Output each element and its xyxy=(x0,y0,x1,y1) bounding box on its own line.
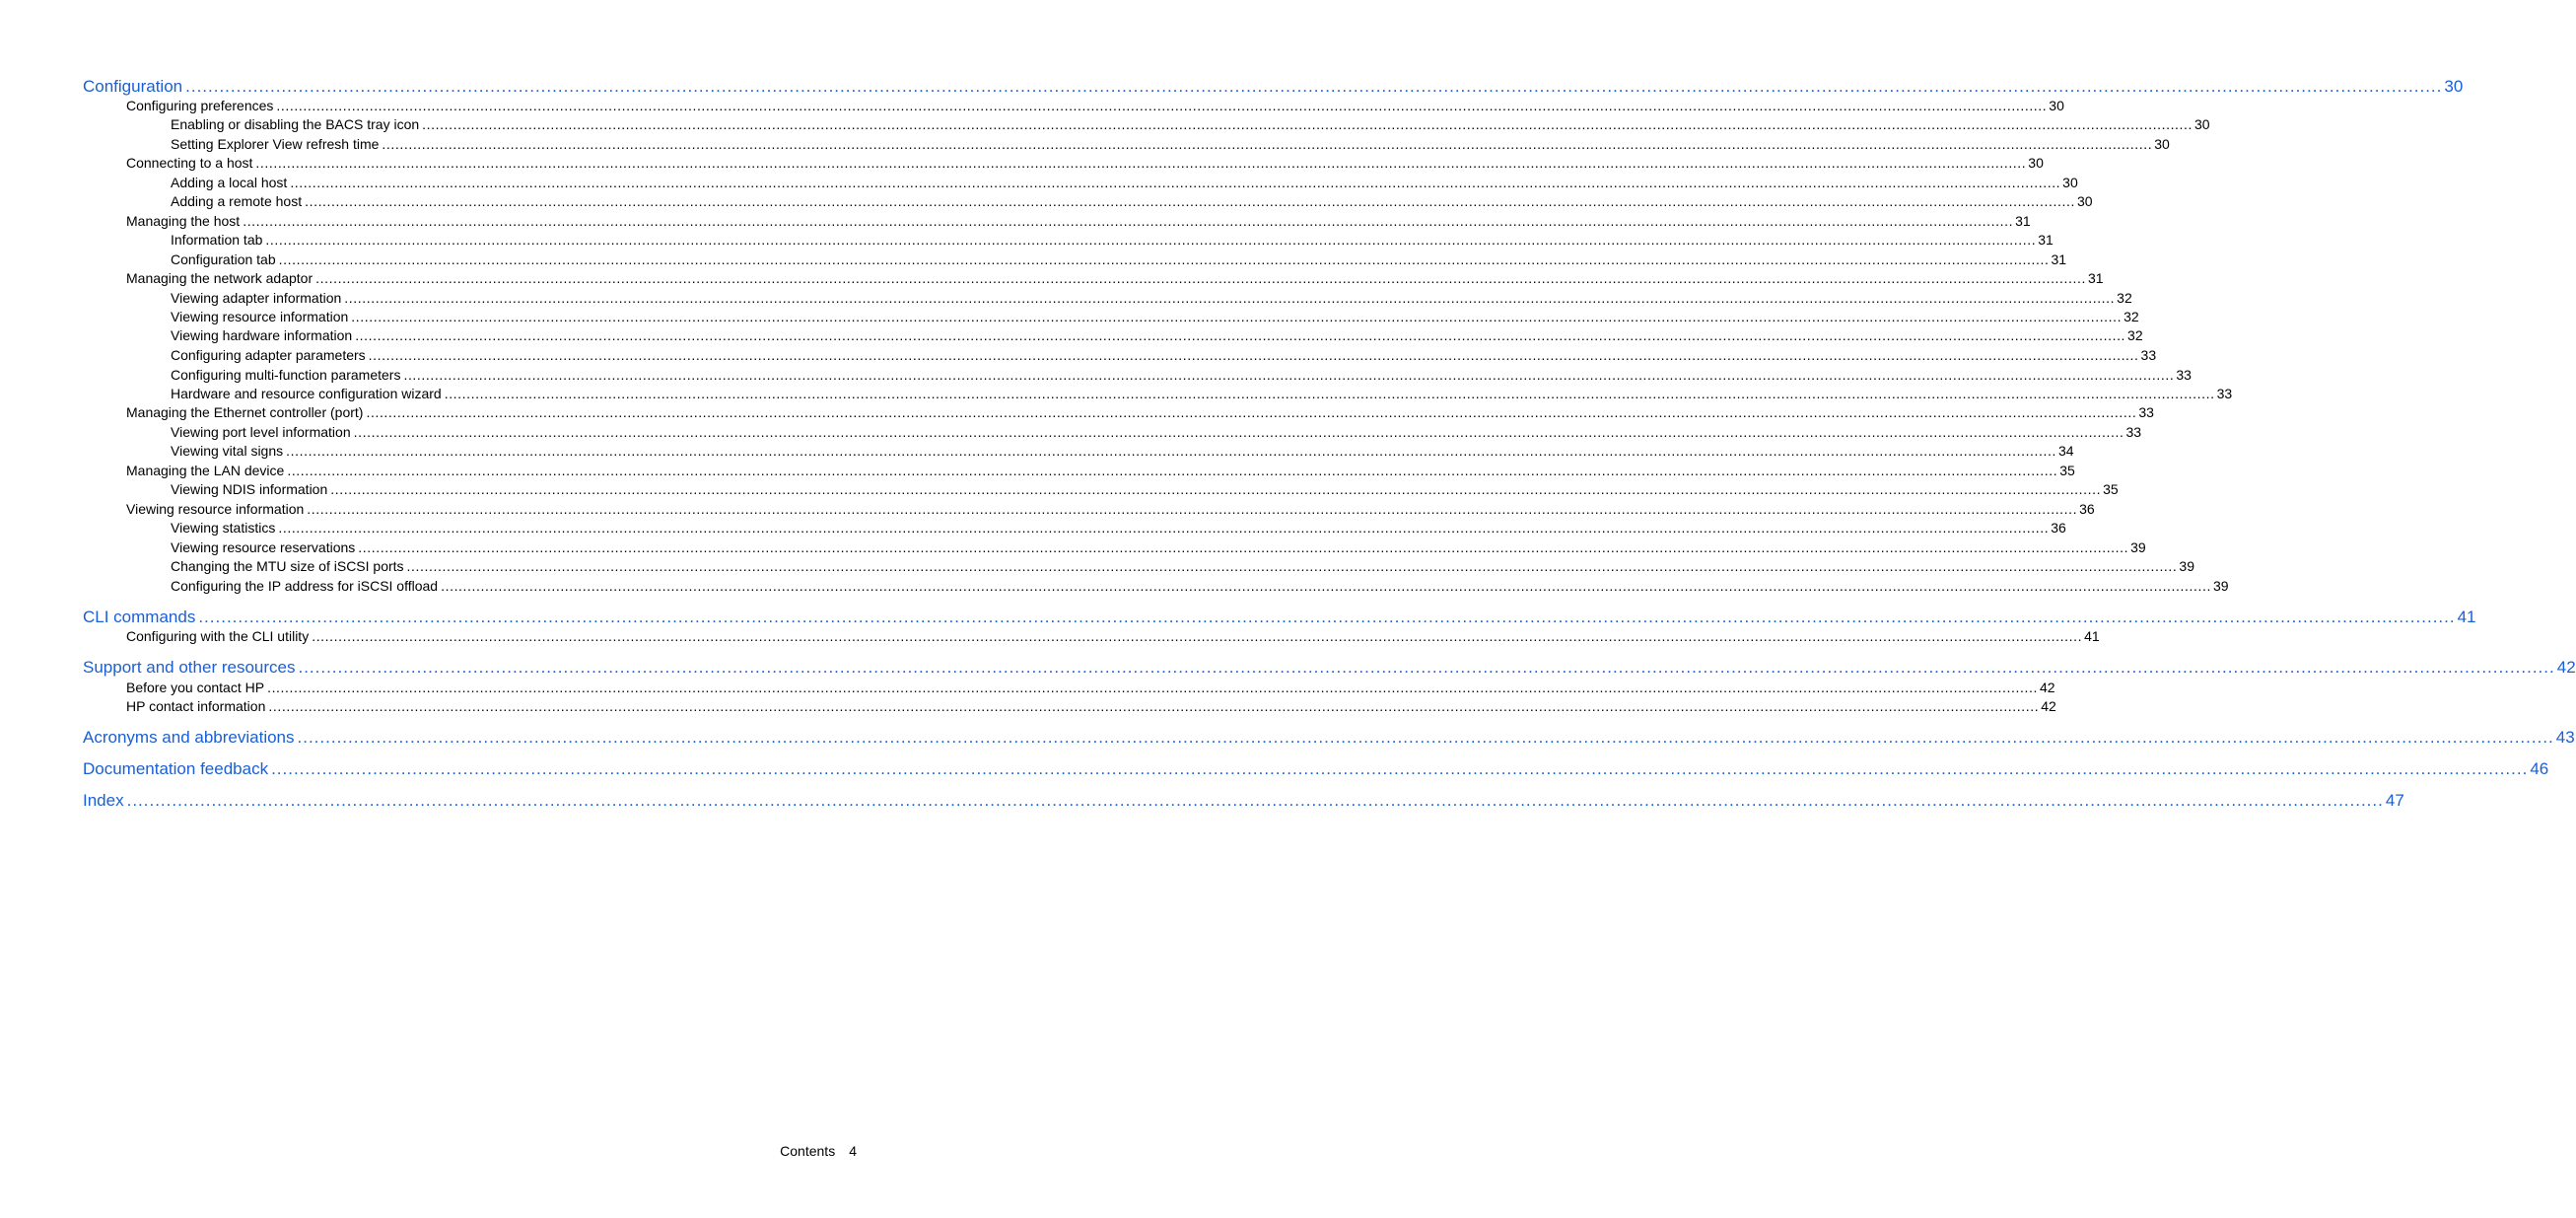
toc-entry-page-number[interactable]: 47 xyxy=(2385,791,2404,810)
toc-entry-title[interactable]: Viewing hardware information xyxy=(171,327,353,343)
toc-entry-title[interactable]: Index xyxy=(83,791,124,810)
toc-entry-page-number[interactable]: 32 xyxy=(2127,327,2143,343)
toc-entry-page-number[interactable]: 30 xyxy=(2194,116,2210,132)
toc-section-entry[interactable] xyxy=(171,251,2067,267)
toc-entry-title[interactable]: Hardware and resource configuration wizard xyxy=(171,386,442,401)
toc-section-entry[interactable] xyxy=(171,367,2192,383)
toc-entry-page-number[interactable]: 33 xyxy=(2140,347,2157,363)
toc-chapter-entry[interactable] xyxy=(83,791,2404,811)
toc-section-entry[interactable] xyxy=(171,309,2139,324)
dot-leader: ................................................................................................................................................................................................................................................................................................................................................................................................................ xyxy=(243,213,2014,229)
dot-leader: ................................................................................................................................................................................................................................................................................................................................................................................................................ xyxy=(355,327,2126,343)
toc-entry-page-number[interactable]: 34 xyxy=(2058,443,2074,459)
toc-section-entry[interactable] xyxy=(171,539,2146,555)
toc-section-entry[interactable] xyxy=(171,232,2054,248)
toc-entry-title[interactable]: Documentation feedback xyxy=(83,759,269,778)
toc-chapter-entry[interactable] xyxy=(83,77,2464,97)
toc-entry-page-number[interactable]: 30 xyxy=(2062,175,2078,190)
toc-section-entry[interactable] xyxy=(126,628,2100,644)
toc-entry-title[interactable]: Information tab xyxy=(171,232,263,248)
toc-chapter-entry[interactable] xyxy=(83,728,2575,748)
toc-section-entry[interactable] xyxy=(171,327,2143,343)
toc-entry-page-number[interactable]: 33 xyxy=(2176,367,2192,383)
toc-entry-page-number[interactable]: 33 xyxy=(2125,424,2142,440)
dot-leader: ................................................................................................................................................................................................................................................................................................................................................................................................................ xyxy=(330,481,2102,497)
toc-entry-title[interactable]: Viewing NDIS information xyxy=(171,481,328,497)
toc-section-entry[interactable] xyxy=(126,98,2064,113)
toc-entry-title[interactable]: Managing the host xyxy=(126,213,241,229)
toc-section-entry[interactable] xyxy=(126,155,2044,171)
toc-entry-page-number[interactable]: 35 xyxy=(2059,463,2075,478)
dot-leader: ................................................................................................................................................................................................................................................................................................................................................................................................................ xyxy=(265,232,2037,248)
dot-leader: ................................................................................................................................................................................................................................................................................................................................................................................................................ xyxy=(307,501,2078,517)
dot-leader: ................................................................................................................................................................................................................................................................................................................................................................................................................ xyxy=(406,558,2178,574)
toc-entry-page-number[interactable]: 30 xyxy=(2076,193,2093,209)
toc-entry-title[interactable]: CLI commands xyxy=(83,608,196,626)
dot-leader: ................................................................................................................................................................................................................................................................................................................................................................................................................ xyxy=(403,367,2175,383)
toc-entry-page-number[interactable]: 31 xyxy=(2038,232,2054,248)
toc-entry-title[interactable]: Configuring with the CLI utility xyxy=(126,628,310,644)
toc-entry-page-number[interactable]: 30 xyxy=(2154,136,2170,152)
dot-leader: ................................................................................................................................................................................................................................................................................................................................................................................................................ xyxy=(298,658,2555,677)
dot-leader: ................................................................................................................................................................................................................................................................................................................................................................................................................ xyxy=(276,98,2048,113)
toc-entry-title[interactable]: Viewing resource reservations xyxy=(171,539,356,555)
toc-entry-title[interactable]: HP contact information xyxy=(126,698,266,714)
toc-section-entry[interactable] xyxy=(171,578,2229,594)
toc-section-entry[interactable] xyxy=(171,193,2093,209)
dot-leader: ................................................................................................................................................................................................................................................................................................................................................................................................................ xyxy=(255,155,2027,171)
toc-section-entry[interactable] xyxy=(126,404,2154,420)
toc-entry-title[interactable]: Managing the network adaptor xyxy=(126,270,313,286)
toc-section-entry[interactable] xyxy=(171,424,2142,440)
toc-entry-title[interactable]: Adding a local host xyxy=(171,175,288,190)
toc-chapter-entry[interactable] xyxy=(83,608,2476,627)
toc-section-entry[interactable] xyxy=(171,290,2132,306)
dot-leader: ................................................................................................................................................................................................................................................................................................................................................................................................................ xyxy=(267,680,2038,695)
toc-entry-page-number[interactable]: 30 xyxy=(2049,98,2064,113)
toc-entry-title[interactable]: Configuration xyxy=(83,77,183,96)
toc-entry-title[interactable]: Viewing resource information xyxy=(171,309,349,324)
dot-leader: ................................................................................................................................................................................................................................................................................................................................................................................................................ xyxy=(268,698,2040,714)
footer-section-label: Contents xyxy=(780,1143,836,1159)
toc-entry-page-number[interactable]: 42 xyxy=(2041,698,2056,714)
toc-entry-page-number[interactable]: 32 xyxy=(2123,309,2139,324)
toc-entry-title[interactable]: Managing the Ethernet controller (port) xyxy=(126,404,364,420)
dot-leader: ................................................................................................................................................................................................................................................................................................................................................................................................................ xyxy=(305,193,2075,209)
dot-leader: ................................................................................................................................................................................................................................................................................................................................................................................................................ xyxy=(441,578,2211,594)
dot-leader: ................................................................................................................................................................................................................................................................................................................................................................................................................ xyxy=(368,347,2139,363)
toc-entry-title[interactable]: Configuring the IP address for iSCSI offload xyxy=(171,578,439,594)
toc-entry-page-number[interactable]: 39 xyxy=(2130,539,2146,555)
toc-entry-page-number[interactable]: 30 xyxy=(2028,155,2044,171)
toc-section-entry[interactable] xyxy=(171,175,2078,190)
toc-entry-title[interactable]: Setting Explorer View refresh time xyxy=(171,136,380,152)
dot-leader: ................................................................................................................................................................................................................................................................................................................................................................................................................ xyxy=(422,116,2193,132)
toc-entry-title[interactable]: Configuration tab xyxy=(171,251,276,267)
toc-chapter-entry[interactable] xyxy=(83,759,2549,779)
toc-entry-title[interactable]: Before you contact HP xyxy=(126,680,265,695)
toc-section-entry[interactable] xyxy=(171,116,2210,132)
toc-chapter-entry[interactable] xyxy=(83,658,2576,678)
dot-leader: ................................................................................................................................................................................................................................................................................................................................................................................................................ xyxy=(198,608,2456,626)
toc-entry-title[interactable]: Adding a remote host xyxy=(171,193,303,209)
toc-entry-page-number[interactable]: 39 xyxy=(2212,578,2229,594)
toc-entry-page-number[interactable]: 30 xyxy=(2444,77,2464,96)
toc-entry-page-number[interactable]: 42 xyxy=(2039,680,2055,695)
toc-entry-page-number[interactable]: 42 xyxy=(2556,658,2576,677)
toc-section-entry[interactable] xyxy=(171,443,2074,459)
toc-entry-page-number[interactable]: 36 xyxy=(2051,520,2066,536)
dot-leader: ................................................................................................................................................................................................................................................................................................................................................................................................................ xyxy=(353,424,2124,440)
toc-entry-page-number[interactable]: 41 xyxy=(2084,628,2100,644)
toc-entry-title[interactable]: Managing the LAN device xyxy=(126,463,285,478)
toc-section-entry[interactable] xyxy=(126,213,2031,229)
toc-entry-page-number[interactable]: 36 xyxy=(2079,501,2095,517)
dot-leader: ................................................................................................................................................................................................................................................................................................................................................................................................................ xyxy=(286,443,2056,459)
toc-entry-page-number[interactable]: 33 xyxy=(2138,404,2154,420)
toc-entry-page-number[interactable]: 39 xyxy=(2179,558,2194,574)
toc-section-entry[interactable] xyxy=(171,520,2066,536)
dot-leader: ................................................................................................................................................................................................................................................................................................................................................................................................................ xyxy=(351,309,2123,324)
toc-section-entry[interactable] xyxy=(126,680,2055,695)
toc-section-entry[interactable] xyxy=(171,386,2233,401)
toc-entry-title[interactable]: Viewing resource information xyxy=(126,501,305,517)
toc-entry-page-number[interactable]: 41 xyxy=(2457,608,2476,626)
toc-entry-title[interactable]: Changing the MTU size of iSCSI ports xyxy=(171,558,404,574)
toc-entry-page-number[interactable]: 31 xyxy=(2087,270,2104,286)
toc-entry-page-number[interactable]: 35 xyxy=(2103,481,2119,497)
dot-leader: ................................................................................................................................................................................................................................................................................................................................................................................................................ xyxy=(444,386,2215,401)
toc-entry-page-number[interactable]: 31 xyxy=(2051,251,2067,267)
toc-entry-title[interactable]: Enabling or disabling the BACS tray icon xyxy=(171,116,420,132)
dot-leader: ................................................................................................................................................................................................................................................................................................................................................................................................................ xyxy=(358,539,2129,555)
toc-entry-title[interactable]: Connecting to a host xyxy=(126,155,253,171)
toc-section-entry[interactable] xyxy=(171,347,2157,363)
toc-entry-page-number[interactable]: 46 xyxy=(2530,759,2549,778)
dot-leader: ................................................................................................................................................................................................................................................................................................................................................................................................................ xyxy=(185,77,2443,96)
dot-leader: ................................................................................................................................................................................................................................................................................................................................................................................................................ xyxy=(278,251,2050,267)
toc-entry-title[interactable]: Configuring multi-function parameters xyxy=(171,367,401,383)
dot-leader: ................................................................................................................................................................................................................................................................................................................................................................................................................ xyxy=(287,463,2058,478)
toc-entry-page-number[interactable]: 43 xyxy=(2555,728,2575,747)
toc-entry-title[interactable]: Configuring adapter parameters xyxy=(171,347,366,363)
dot-leader: ................................................................................................................................................................................................................................................................................................................................................................................................................ xyxy=(297,728,2554,747)
dot-leader: ................................................................................................................................................................................................................................................................................................................................................................................................................ xyxy=(278,520,2050,536)
footer-page-number: 4 xyxy=(849,1143,857,1159)
toc-section-entry[interactable] xyxy=(126,463,2075,478)
toc-section-entry[interactable] xyxy=(171,558,2194,574)
toc-entry-title[interactable]: Viewing statistics xyxy=(171,520,276,536)
toc-entry-page-number[interactable]: 32 xyxy=(2117,290,2132,306)
dot-leader: ................................................................................................................................................................................................................................................................................................................................................................................................................ xyxy=(382,136,2153,152)
dot-leader: ................................................................................................................................................................................................................................................................................................................................................................................................................ xyxy=(312,628,2083,644)
toc-entry-title[interactable]: Support and other resources xyxy=(83,658,296,677)
dot-leader: ................................................................................................................................................................................................................................................................................................................................................................................................................ xyxy=(366,404,2137,420)
dot-leader: ................................................................................................................................................................................................................................................................................................................................................................................................................ xyxy=(344,290,2116,306)
toc-entry-title[interactable]: Acronyms and abbreviations xyxy=(83,728,295,747)
dot-leader: ................................................................................................................................................................................................................................................................................................................................................................................................................ xyxy=(126,791,2384,810)
toc-section-entry[interactable] xyxy=(126,501,2095,517)
toc-section-entry[interactable] xyxy=(171,481,2119,497)
dot-leader: ................................................................................................................................................................................................................................................................................................................................................................................................................ xyxy=(271,759,2529,778)
dot-leader: ................................................................................................................................................................................................................................................................................................................................................................................................................ xyxy=(290,175,2061,190)
toc-section-entry[interactable] xyxy=(126,270,2104,286)
dot-leader: ................................................................................................................................................................................................................................................................................................................................................................................................................ xyxy=(315,270,2086,286)
toc-entry-title[interactable]: Viewing vital signs xyxy=(171,443,284,459)
toc-entry-page-number[interactable]: 31 xyxy=(2015,213,2031,229)
toc-entry-title[interactable]: Configuring preferences xyxy=(126,98,274,113)
page-footer xyxy=(780,1143,857,1159)
toc-entry-title[interactable]: Viewing port level information xyxy=(171,424,351,440)
toc-section-entry[interactable] xyxy=(126,698,2056,714)
toc-entry-page-number[interactable]: 33 xyxy=(2216,386,2233,401)
toc-entry-title[interactable]: Viewing adapter information xyxy=(171,290,342,306)
toc-section-entry[interactable] xyxy=(171,136,2170,152)
